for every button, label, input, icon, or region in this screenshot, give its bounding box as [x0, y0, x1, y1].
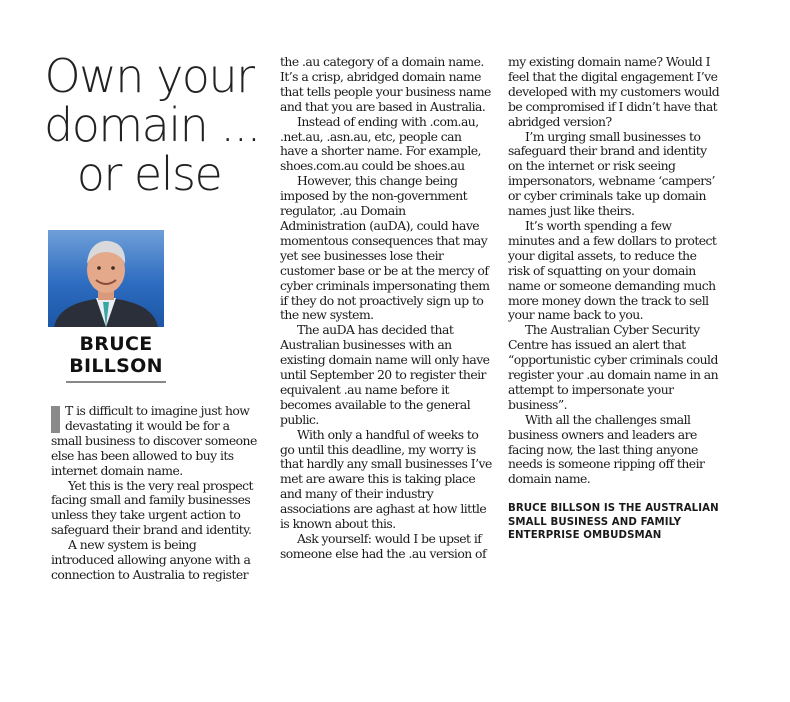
byline-last-name: BILLSON: [69, 355, 163, 377]
author-portrait-icon: [48, 230, 164, 327]
headline: [44, 49, 260, 201]
paragraph: A new system is being introduced allowing anyone with a connection to Australia to register: [51, 537, 251, 582]
paragraph: the .au category of a domain name. It’s a crisp, abridged domain name that tells people your business name and that you are based in Australia.: [280, 54, 491, 114]
paragraph: The Australian Cyber Security Centre has issued an alert that “opportunistic cyber criminals could register your .au domain name in an attempt to impersonate your business”.: [508, 322, 719, 412]
paragraph: Ask yourself: would I be upset if someone else had the .au version of: [280, 531, 487, 561]
paragraph: With only a handful of weeks to go until this deadline, my worry is that hardly any small businesses I’ve met are aware this is taking place and many of their industry associations are aghast at how little is known about this.: [280, 426, 492, 532]
paragraph: I’m urging small businesses to safeguard their brand and identity on the internet or risk seeing impersonators, webname ‘campers’ or cyber criminals take up domain names just like theirs.: [508, 128, 715, 219]
headline-line: Own your: [44, 49, 254, 103]
dropcap-i: [51, 406, 60, 433]
author-note: BRUCE BILLSON IS THE AUSTRALIAN SMALL BUSINESS AND FAMILY ENTERPRISE OMBUDSMAN: [508, 503, 719, 542]
paragraph: The auDA has decided that Australian businesses with an existing domain name will only have until September 20 to register their equivalent .au name before it becomes available to the general public.: [280, 322, 490, 427]
byline-divider: [66, 381, 166, 383]
paragraph: [51, 404, 257, 479]
paragraph: With all the challenges small business owners and leaders are facing now, the last thing anyone needs is someone ripping off their domain name.: [508, 411, 705, 487]
author-byline: [66, 333, 166, 377]
paragraph-text: T is difficult to imagine just how devastating it would be for a small business to discover someone else has been allowed to buy its internet domain name.: [51, 403, 257, 478]
paragraph: It’s worth spending a few minutes and a few dollars to protect your digital assets, to reduce the risk of squatting on your domain name or someone demanding much more money down the track to sell your name back to you.: [508, 217, 717, 323]
headline-line: domain ...: [44, 97, 260, 152]
paragraph: Yet this is the very real prospect facing small and family businesses unless they take urgent action to safeguard their brand and identity.: [51, 477, 253, 538]
article-column-2: [280, 55, 492, 562]
author-photo: [48, 230, 164, 327]
paragraph: However, this change being imposed by the non-government regulator, .au Domain Administration (auDA), could have momentous consequences that may yet see businesses lose their customer base or be at the mercy of cyber criminals impersonating them if they do not proactively sign up to the new system.: [280, 173, 490, 323]
article-column-3: [508, 55, 720, 543]
paragraph: Instead of ending with .com.au, .net.au, .asn.au, etc, people can have a shorter name. For example, shoes.com.au could be shoes.au: [280, 113, 481, 174]
byline-first-name: BRUCE: [79, 333, 153, 355]
article-column-1: [51, 404, 257, 583]
paragraph: my existing domain name? Would I feel that the digital engagement I’ve developed with my customers would be compromised if I didn’t have that abridged version?: [508, 54, 720, 129]
headline-line: or else: [76, 146, 222, 201]
